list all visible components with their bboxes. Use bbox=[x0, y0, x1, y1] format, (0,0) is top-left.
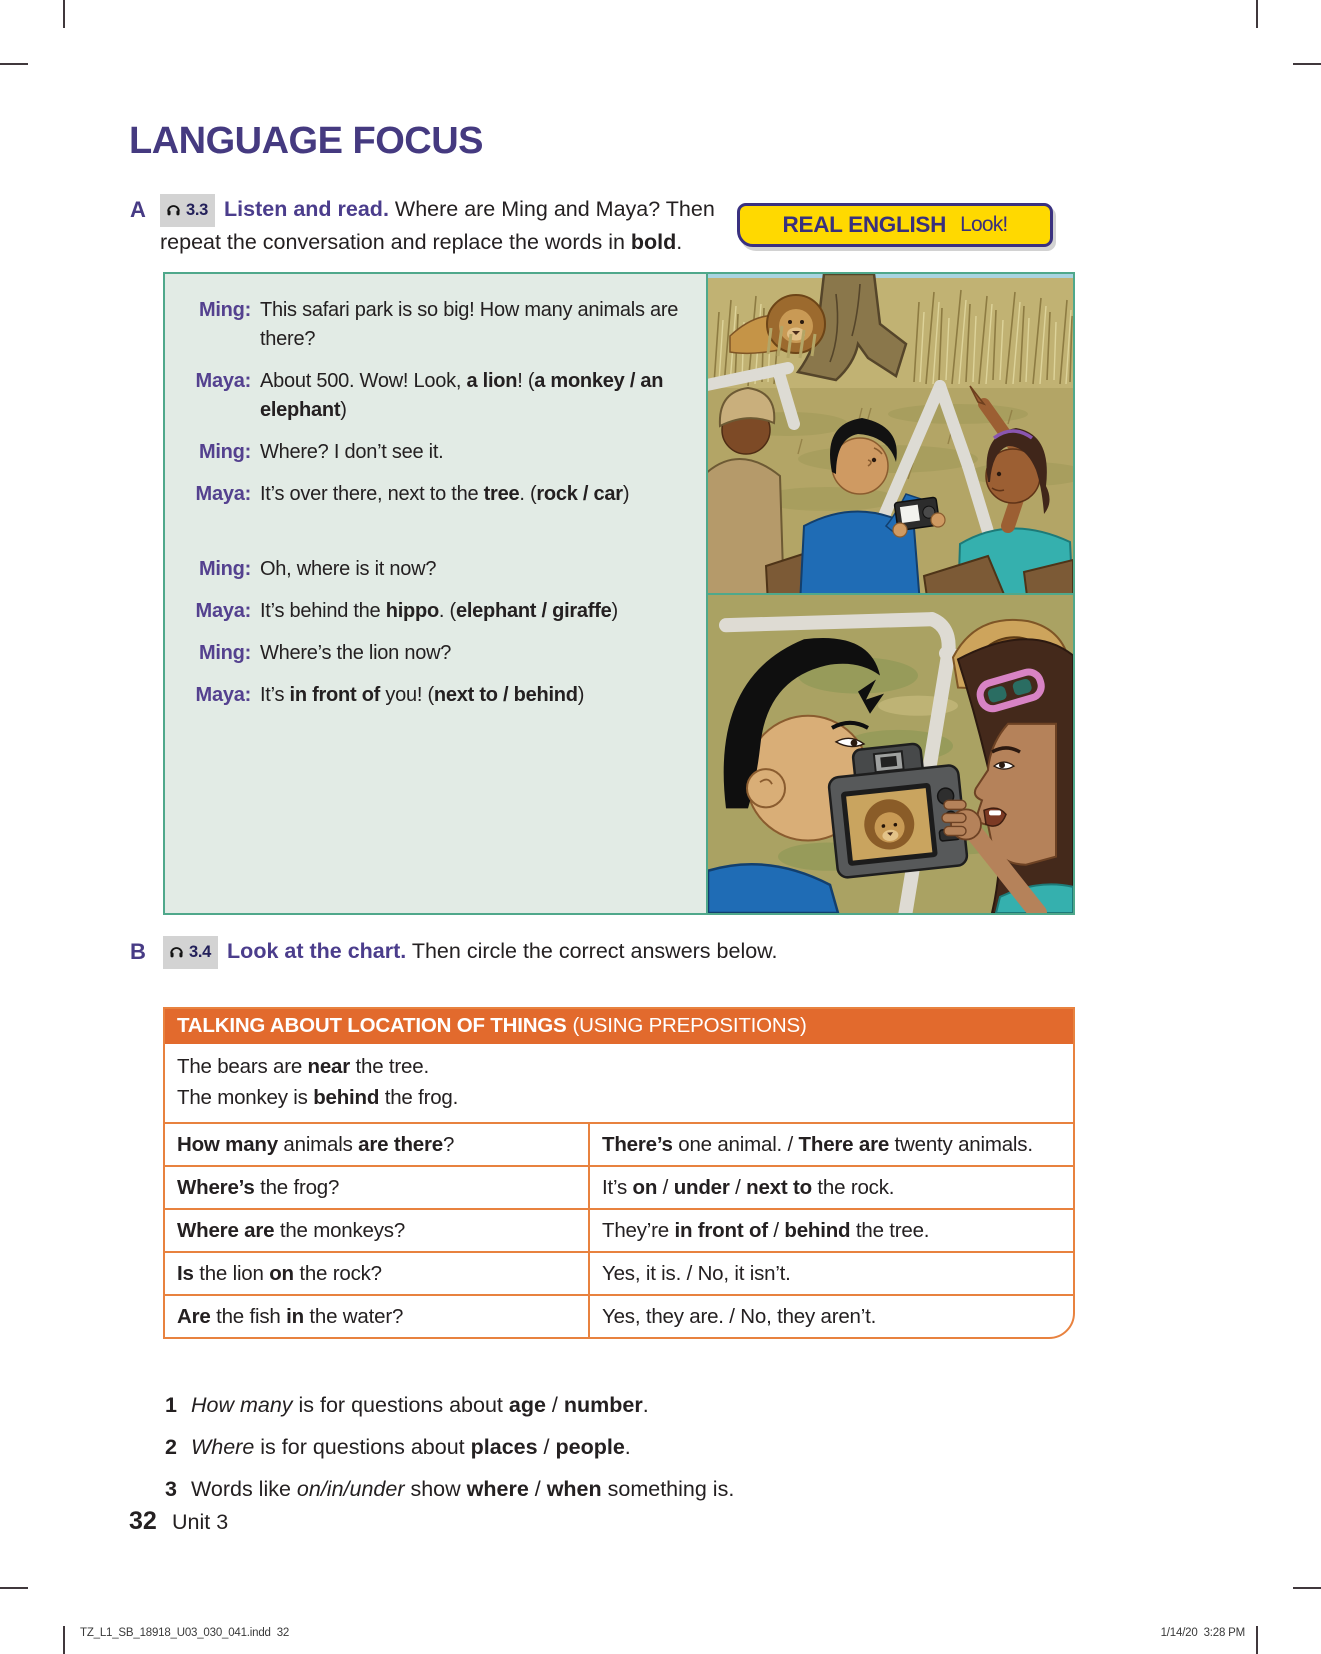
question-text: How many is for questions about age / number. bbox=[190, 1393, 649, 1417]
question-item bbox=[165, 1432, 631, 1462]
grammar-chart bbox=[163, 1007, 1075, 1339]
dialog-utterance: Where? I don’t see it. bbox=[260, 441, 444, 463]
audio-track-number: 3.4 bbox=[189, 943, 212, 961]
chart-answer: It’s on / under / next to the rock. bbox=[602, 1176, 895, 1199]
speaker-name: Maya: bbox=[195, 370, 251, 392]
chart-row bbox=[165, 1210, 1073, 1253]
page-number: 32 bbox=[129, 1507, 157, 1535]
real-english-note: Look! bbox=[960, 213, 1008, 236]
chart-answer: Yes, they are. / No, they aren’t. bbox=[602, 1305, 877, 1328]
page-title: LANGUAGE FOCUS bbox=[129, 120, 483, 162]
chart-question: How many animals are there? bbox=[165, 1124, 590, 1165]
dialog-utterance: It’s over there, next to the tree. (rock / car) bbox=[260, 483, 630, 505]
crop-mark bbox=[1256, 1626, 1258, 1654]
chart-question: Where’s the frog? bbox=[165, 1167, 590, 1208]
dialog-turn bbox=[191, 480, 706, 509]
speaker-name: Ming: bbox=[198, 642, 251, 664]
question-number: 1 bbox=[165, 1393, 177, 1417]
exercise-b-instruction bbox=[163, 936, 1003, 969]
headphones-icon bbox=[168, 944, 185, 960]
dialog-turn bbox=[191, 367, 706, 425]
audio-track-badge bbox=[163, 936, 218, 969]
dialog-turn bbox=[191, 681, 706, 710]
question-number: 3 bbox=[165, 1477, 177, 1501]
conversation-panel bbox=[163, 272, 1075, 915]
dialog bbox=[191, 296, 706, 723]
exercise-a-letter: A bbox=[130, 197, 146, 222]
dialog-turn bbox=[191, 597, 706, 626]
crop-mark bbox=[0, 63, 28, 65]
real-english-badge bbox=[737, 203, 1053, 247]
question-text: Where is for questions about places / people. bbox=[190, 1435, 631, 1459]
chart-row bbox=[165, 1167, 1073, 1210]
chart-question: Is the lion on the rock? bbox=[165, 1253, 590, 1294]
dialog-utterance: Where’s the lion now? bbox=[260, 642, 452, 664]
question-item bbox=[165, 1390, 649, 1420]
question-text: Words like on/in/under show where / when something is. bbox=[190, 1477, 735, 1501]
speaker-name: Ming: bbox=[198, 441, 251, 463]
driver bbox=[708, 388, 784, 593]
dialog-utterance: Oh, where is it now? bbox=[260, 558, 437, 580]
safari-scene-drawing bbox=[708, 274, 1073, 593]
chart-intro-line: The monkey is behind the frog. bbox=[177, 1086, 459, 1109]
dialog-utterance: It’s behind the hippo. (elephant / giraffe) bbox=[260, 600, 618, 622]
chart-answer: Yes, it is. / No, it isn’t. bbox=[602, 1262, 791, 1285]
exercise-b-lead: Look at the chart. bbox=[227, 939, 407, 963]
crop-mark bbox=[1293, 63, 1321, 65]
speaker-name: Maya: bbox=[195, 684, 251, 706]
chart-intro-line: The bears are near the tree. bbox=[177, 1055, 429, 1078]
chart-header bbox=[165, 1009, 1073, 1044]
dialog-turn bbox=[191, 438, 706, 467]
dialog-utterance: It’s in front of you! (next to / behind) bbox=[260, 684, 585, 706]
question-number: 2 bbox=[165, 1435, 177, 1459]
crop-mark bbox=[63, 1626, 65, 1654]
chart-row bbox=[165, 1253, 1073, 1296]
audio-track-number: 3.3 bbox=[186, 201, 209, 219]
chart-intro bbox=[165, 1044, 1073, 1124]
chart-answer: They’re in front of / behind the tree. bbox=[602, 1219, 930, 1242]
speaker-name: Ming: bbox=[198, 558, 251, 580]
audio-track-badge bbox=[160, 194, 215, 227]
exercise-a-text: Where are Ming and Maya? Then repeat the conversation and replace the words in bold. bbox=[160, 197, 715, 254]
print-timestamp: 1/14/20 3:28 PM bbox=[1160, 1627, 1245, 1639]
exercise-b-letter: B bbox=[130, 939, 146, 964]
chart-row bbox=[165, 1296, 1073, 1337]
real-english-title: REAL ENGLISH bbox=[782, 212, 947, 237]
dialog-utterance: This safari park is so big! How many animals are there? bbox=[260, 299, 679, 350]
crop-mark bbox=[63, 0, 65, 28]
exercise-a-instruction bbox=[160, 194, 726, 257]
speaker-name: Maya: bbox=[195, 600, 251, 622]
speaker-name: Ming: bbox=[198, 299, 251, 321]
chart-subtitle: (USING PREPOSITIONS) bbox=[572, 1014, 807, 1037]
headphones-icon bbox=[165, 202, 182, 218]
chart-row bbox=[165, 1124, 1073, 1167]
dialog-turn bbox=[191, 555, 706, 584]
safari-jeep-scene-illustration bbox=[706, 274, 1073, 595]
exercise-b-text: Then circle the correct answers below. bbox=[406, 939, 778, 963]
speaker-name: Maya: bbox=[195, 483, 251, 505]
camera-lion-closeup-illustration bbox=[706, 595, 1073, 913]
crop-mark bbox=[1256, 0, 1258, 28]
print-filename: TZ_L1_SB_18918_U03_030_041.indd 32 bbox=[80, 1627, 290, 1639]
chart-answer: There’s one animal. / There are twenty animals. bbox=[602, 1133, 1033, 1156]
dialog-turn bbox=[191, 296, 706, 354]
chart-question: Where are the monkeys? bbox=[165, 1210, 590, 1251]
dialog-turn bbox=[191, 639, 706, 668]
chart-question: Are the fish in the water? bbox=[165, 1296, 590, 1337]
dialog-utterance: About 500. Wow! Look, a lion! (a monkey / an elephant) bbox=[260, 370, 664, 421]
exercise-a-lead: Listen and read. bbox=[224, 197, 389, 221]
unit-label: Unit 3 bbox=[172, 1510, 229, 1534]
crop-mark bbox=[1293, 1587, 1321, 1589]
chart-title: TALKING ABOUT LOCATION OF THINGS bbox=[177, 1014, 567, 1037]
crop-mark bbox=[0, 1587, 28, 1589]
camera-closeup-drawing bbox=[708, 595, 1073, 913]
question-item bbox=[165, 1474, 734, 1504]
